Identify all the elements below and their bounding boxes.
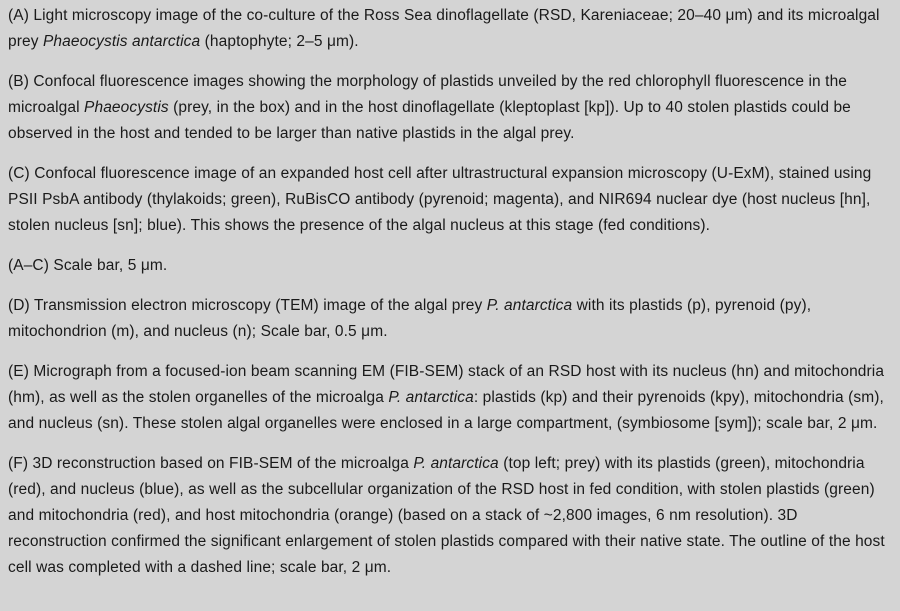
caption-text: (C) Confocal fluorescence image of an expanded host cell after ultrastructural expansion microscopy (U-ExM), stained using PSII PsbA antibody (thylakoids; green), RuBisCO antibody (pyrenoid; magenta), and NIR694 nuclear dye (host nucleus [hn], stolen nucleus [sn]; blue). This shows the presence of the algal nucleus at this stage (fed conditions). xyxy=(8,165,872,234)
species-name: P. antarctica xyxy=(413,455,499,472)
caption-text: (D) Transmission electron microscopy (TEM) image of the algal prey xyxy=(8,297,487,314)
caption-text: (A–C) Scale bar, 5 μm. xyxy=(8,257,168,274)
caption-text: (haptophyte; 2–5 μm). xyxy=(200,33,359,50)
species-name: Phaeocystis antarctica xyxy=(42,33,201,50)
caption-text: (B) Confocal fluorescence images showing the morphology of plastids unveiled by the red chlorophyll fluorescence in the microalgal xyxy=(8,73,848,116)
paragraph-d xyxy=(8,293,892,345)
caption-text: (F) 3D reconstruction based on FIB-SEM of the microalga xyxy=(8,455,414,472)
caption-text: (top left; prey) with its plastids (green), mitochondria (red), and nucleus (blue), as well as the subcellular organization of the RSD host in fed condition, with stolen plastids (green) and mitochondria (red), and host mitochondria (orange) (based on a stack of ~2,800 images, 6 nm resolution). 3D reconstruction confirmed the significant enlargement of stolen plastids compared with their native state. The outline of the host cell was completed with a dashed line; scale bar, 2 μm. xyxy=(8,455,885,576)
paragraph-b xyxy=(8,69,892,147)
paragraph-c xyxy=(8,161,892,239)
species-name: P. antarctica xyxy=(486,297,573,314)
paragraph-ac-scalebar xyxy=(8,253,892,279)
caption-text: (prey, in the box) and in the host dinoflagellate (kleptoplast [kp]). Up to 40 stolen plastids could be observed in the host and tended to be larger than native plastids in the algal prey. xyxy=(8,99,851,142)
caption-text: (E) Micrograph from a focused-ion beam scanning EM (FIB-SEM) stack of an RSD host with its nucleus (hn) and mitochondria (hm), as well as the stolen organelles of the microalga xyxy=(8,363,885,406)
species-name: Phaeocystis xyxy=(84,99,169,116)
paragraph-a xyxy=(8,3,892,55)
paragraph-f xyxy=(8,451,892,581)
caption-text: with its plastids (p), pyrenoid (py), mitochondrion (m), and nucleus (n); Scale bar, 0.5 μm. xyxy=(8,297,812,340)
caption-text: : plastids (kp) and their pyrenoids (kpy), mitochondria (sm), and nucleus (sn). These stolen algal organelles were enclosed in a large compartment, (symbiosome [sym]); scale bar, 2 μm. xyxy=(8,389,884,432)
caption-text: (A) Light microscopy image of the co-culture of the Ross Sea dinoflagellate (RSD, Kareniaceae; 20–40 μm) and its microalgal prey xyxy=(8,7,880,50)
species-name: P. antarctica xyxy=(388,389,474,406)
paragraph-e xyxy=(8,359,892,437)
